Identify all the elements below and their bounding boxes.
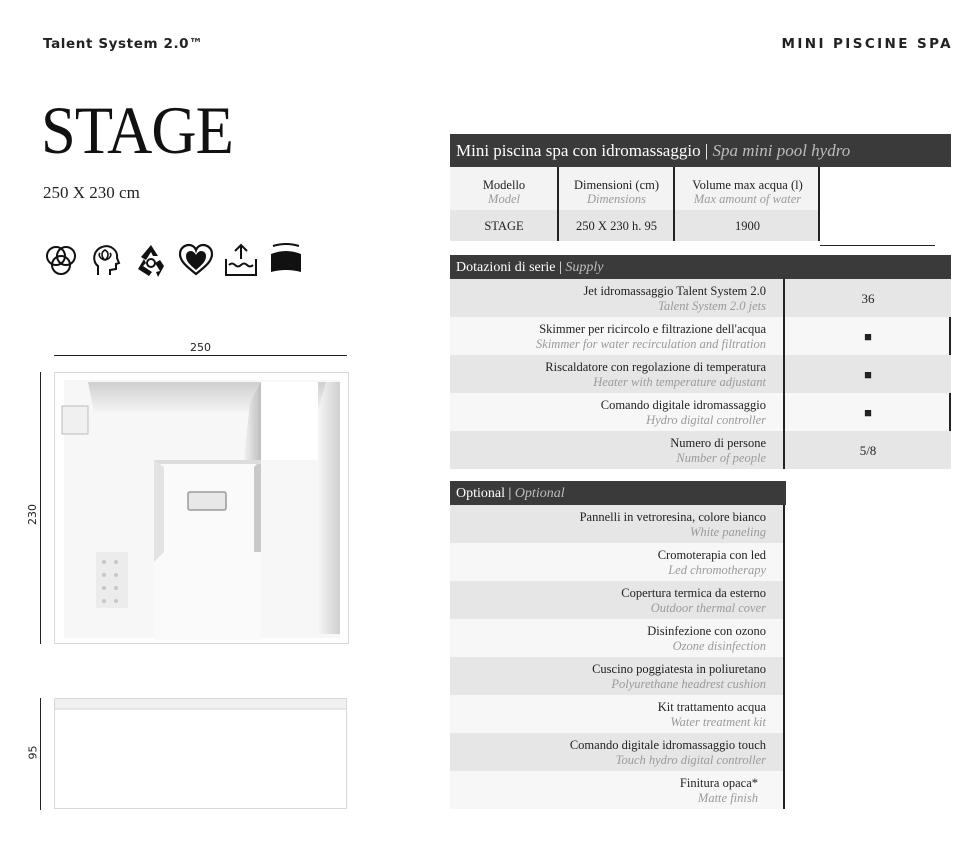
water-treatment-icon xyxy=(223,242,259,278)
dimensions-value: 250 X 230 h. 95 xyxy=(576,219,657,233)
height-label: 95 xyxy=(26,745,40,760)
optional-row: Cromoterapia con led Led chromotherapy xyxy=(450,543,784,581)
depth-dimension-line xyxy=(40,372,41,644)
optional-row: Disinfezione con ozono Ozone disinfection xyxy=(450,619,784,657)
company-label: MINI PISCINE SPA xyxy=(781,36,953,52)
model-table xyxy=(450,167,820,243)
spa-side-view xyxy=(54,698,347,809)
column-header-dimensions: Dimensioni (cm) Dimensions xyxy=(573,178,660,206)
spa-top-view xyxy=(54,372,349,644)
column-header-model: Modello Model xyxy=(482,178,526,206)
chromotherapy-icon xyxy=(43,242,79,278)
supply-row: Riscaldatore con regolazione di temperatura Heater with temperature adjustant ■ xyxy=(450,355,951,393)
supply-row: Jet idromassaggio Talent System 2.0 Talent System 2.0 jets 36 xyxy=(450,279,951,317)
optional-title: Optional xyxy=(456,486,505,501)
supply-row: Comando digitale idromassaggio Hydro digital controller ■ xyxy=(450,393,951,431)
optional-row: Pannelli in vetroresina, colore bianco White paneling xyxy=(450,505,784,543)
head-relax-icon xyxy=(88,242,124,278)
optional-row: Finitura opaca* Matte finish xyxy=(450,771,784,809)
optional-row: Cuscino poggiatesta in poliuretano Polyurethane headrest cushion xyxy=(450,657,784,695)
depth-label: 230 xyxy=(26,504,39,525)
optional-row: Comando digitale idromassaggio touch Touch hydro digital controller xyxy=(450,733,784,771)
divider xyxy=(820,245,935,246)
pillow-icon xyxy=(268,242,304,278)
supply-table-header: Dotazioni di serie | Supply xyxy=(450,255,951,279)
feature-icons xyxy=(43,242,304,278)
height-dimension-line xyxy=(40,698,41,810)
brand-label: Talent System 2.0™ xyxy=(43,36,204,52)
optional-title-en: Optional xyxy=(514,486,565,501)
model-table-title-en: Spa mini pool hydro xyxy=(712,141,851,160)
supply-row: Skimmer per ricircolo e filtrazione dell'acqua Skimmer for water recirculation and filtration ■ xyxy=(450,317,951,355)
recycle-icon xyxy=(133,242,169,278)
heart-icon xyxy=(178,242,214,278)
model-table-header: Mini piscina spa con idromassaggio | Spa mini pool hydro xyxy=(450,134,951,167)
volume-value: 1900 xyxy=(735,219,760,233)
supply-row: Numero di persone Number of people 5/8 xyxy=(450,431,951,469)
optional-row: Copertura termica da esterno Outdoor thermal cover xyxy=(450,581,784,619)
supply-title-en: Supply xyxy=(565,260,604,275)
supply-title: Dotazioni di serie xyxy=(456,260,556,275)
column-header-volume: Volume max acqua (l) Max amount of water xyxy=(692,178,803,206)
model-value: STAGE xyxy=(484,219,524,233)
model-table-title: Mini piscina spa con idromassaggio xyxy=(456,141,701,160)
optional-table-header: Optional | Optional xyxy=(450,481,786,505)
product-dimensions: 250 X 230 cm xyxy=(43,183,140,202)
optional-row: Kit trattamento acqua Water treatment kit xyxy=(450,695,784,733)
width-dimension-line xyxy=(54,355,347,356)
width-label: 250 xyxy=(190,341,211,354)
product-title: STAGE xyxy=(41,92,233,168)
